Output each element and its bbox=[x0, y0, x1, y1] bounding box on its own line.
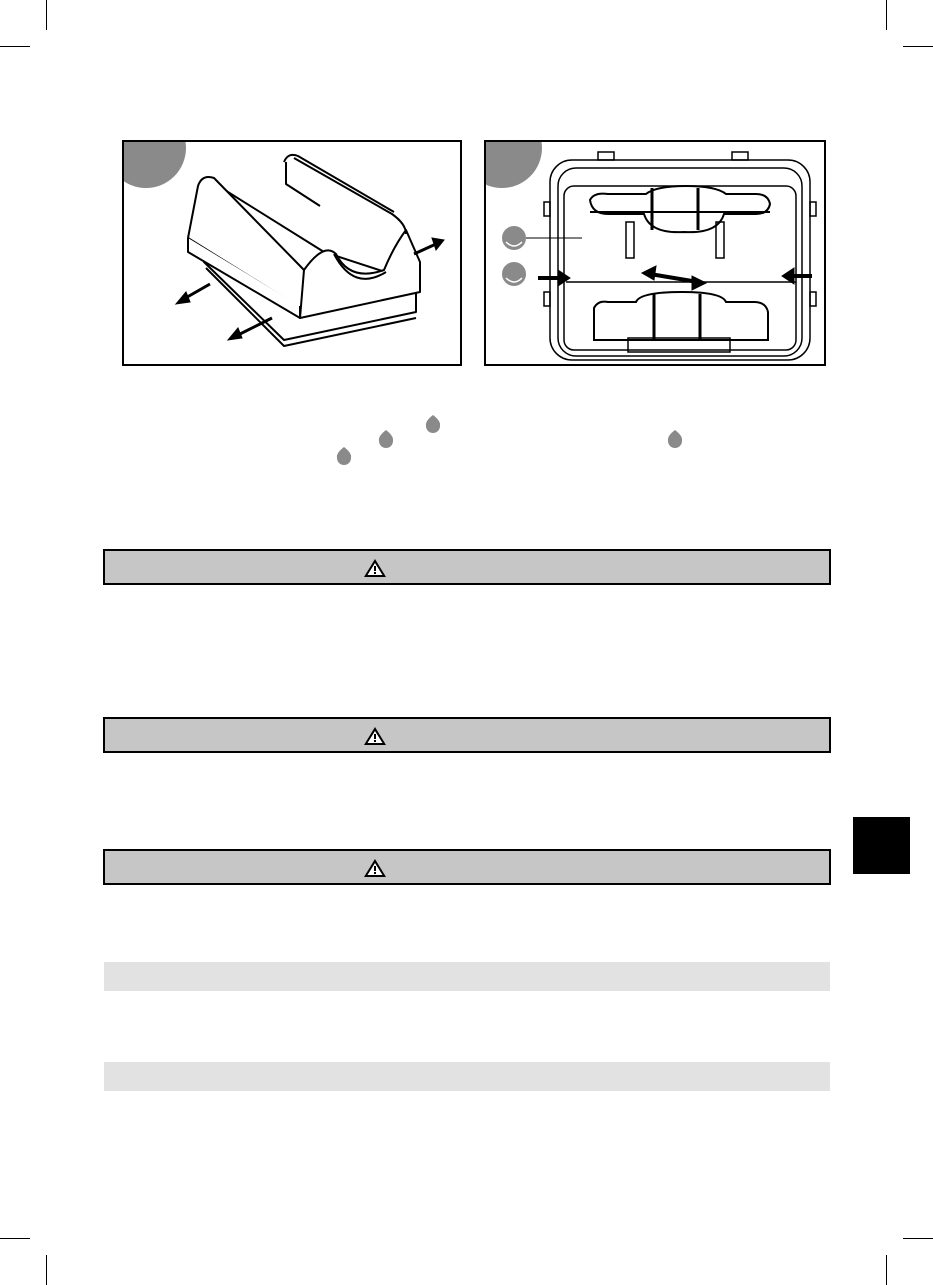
callout-icon bbox=[378, 430, 394, 448]
crop-mark bbox=[46, 1255, 47, 1285]
note-header bbox=[104, 1062, 830, 1091]
crop-mark bbox=[886, 0, 887, 30]
step-circle-icon bbox=[486, 142, 542, 188]
callout-icon bbox=[336, 447, 352, 465]
callout-icon bbox=[502, 226, 582, 250]
warning-triangle-icon bbox=[363, 558, 387, 578]
warning-triangle-icon bbox=[363, 858, 387, 878]
callout-icon bbox=[667, 430, 683, 448]
figure-tray-top-view bbox=[484, 140, 826, 366]
crop-mark bbox=[903, 46, 933, 47]
callout-icon bbox=[425, 415, 441, 433]
note-header bbox=[104, 962, 830, 991]
crop-mark bbox=[886, 1255, 887, 1285]
crop-mark bbox=[46, 0, 47, 30]
crop-mark bbox=[903, 1238, 933, 1239]
warning-header bbox=[103, 549, 831, 585]
warning-triangle-icon bbox=[363, 726, 387, 746]
figure-base-unit bbox=[122, 140, 462, 366]
section-tab bbox=[853, 817, 910, 874]
tray-illustration bbox=[544, 152, 816, 360]
warning-header bbox=[103, 849, 831, 885]
warning-header bbox=[103, 717, 831, 753]
base-unit-illustration bbox=[188, 155, 420, 346]
step-circle-icon bbox=[124, 142, 186, 188]
arrow-icon bbox=[538, 266, 812, 290]
crop-mark bbox=[0, 1238, 30, 1239]
crop-mark bbox=[0, 46, 30, 47]
callout-icon bbox=[502, 262, 526, 286]
